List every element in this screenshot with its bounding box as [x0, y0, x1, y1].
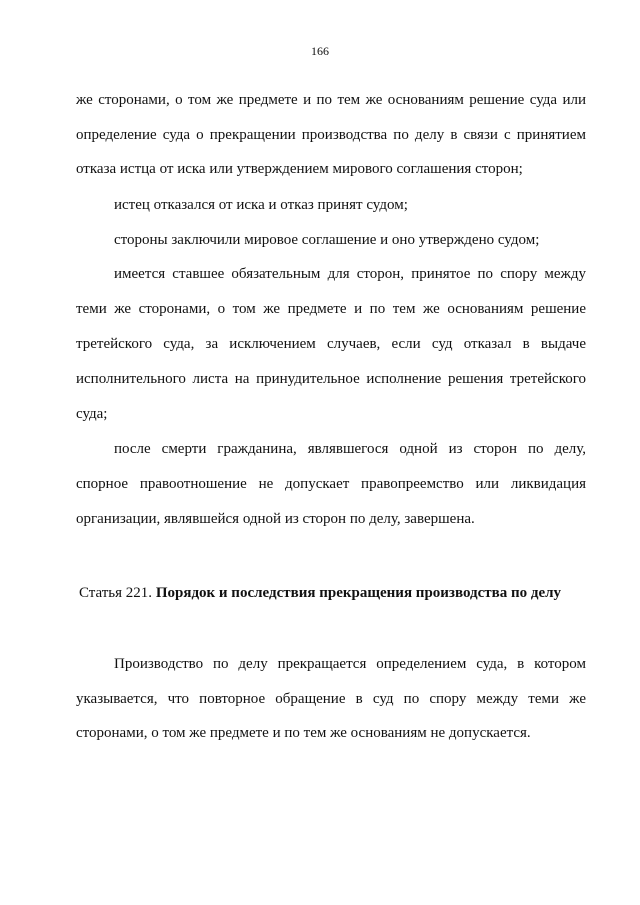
body-text-line: третейского суда, за исключением случаев, если суд отказал в выдаче: [76, 336, 586, 352]
body-text-line: определение суда о прекращении производства по делу в связи с принятием: [76, 127, 586, 143]
body-text-line: спорное правоотношение не допускает правопреемство или ликвидация: [76, 476, 586, 492]
article-number: Статья 221.: [78, 585, 156, 601]
body-text-line: исполнительного листа на принудительное исполнение решения третейского: [76, 371, 586, 387]
body-text-line: суда;: [76, 406, 108, 422]
body-text-line: же сторонами, о том же предмете и по тем же основаниям решение суда или: [76, 92, 586, 108]
body-text-line: после смерти гражданина, являвшегося одной из сторон по делу,: [114, 441, 586, 457]
body-text-line: имеется ставшее обязательным для сторон, принятое по спору между: [114, 266, 586, 282]
body-text-line: указывается, что повторное обращение в суд по спору между теми же: [76, 691, 586, 707]
body-text-line: отказа истца от иска или утверждением мирового соглашения сторон;: [76, 161, 523, 177]
body-text-line: теми же сторонами, о том же предмете и по тем же основаниям решение: [76, 301, 586, 317]
page-number: 166: [311, 44, 329, 58]
body-text-line: Производство по делу прекращается определением суда, в котором: [114, 656, 586, 672]
article-title: Порядок и последствия прекращения производства по делу: [155, 585, 562, 601]
body-text-line: сторонами, о том же предмете и по тем же основаниям не допускается.: [76, 725, 531, 741]
body-text-line: истец отказался от иска и отказ принят судом;: [114, 197, 408, 213]
body-text-line: организации, являвшейся одной из сторон по делу, завершена.: [76, 511, 475, 527]
article-heading: [0, 584, 640, 602]
body-text-line: стороны заключили мировое соглашение и оно утверждено судом;: [114, 232, 540, 248]
